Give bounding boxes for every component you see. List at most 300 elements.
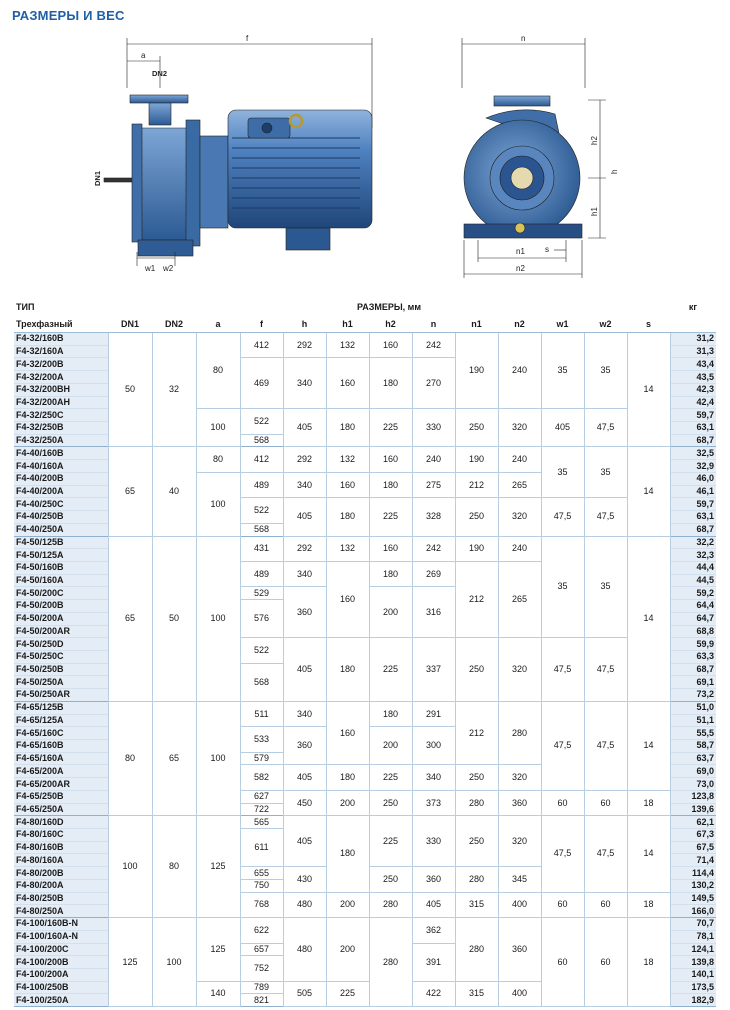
dimension-cell-w2: 47,5 (584, 498, 627, 536)
dimension-cell-f: 768 (240, 892, 283, 917)
weight-value: 63,3 (670, 650, 716, 663)
dimension-cell-n: 362 (412, 918, 455, 943)
dimension-cell-f: 752 (240, 956, 283, 981)
dimension-cell-n2: 280 (498, 701, 541, 765)
weight-value: 43,5 (670, 371, 716, 384)
dimension-cell-n: 391 (412, 943, 455, 981)
column-header-n: n (412, 315, 455, 333)
weight-value: 173,5 (670, 981, 716, 994)
weight-value: 59,9 (670, 638, 716, 651)
dimension-cell-n: 316 (412, 587, 455, 638)
label-s: s (545, 245, 549, 254)
dimension-cell-s: 14 (627, 701, 670, 790)
dimension-cell-h1: 200 (326, 918, 369, 982)
weight-value: 70,7 (670, 918, 716, 931)
dimension-cell-w2: 35 (584, 536, 627, 638)
dimension-cell-h: 360 (283, 727, 326, 765)
dimension-cell-w1: 47,5 (541, 816, 584, 892)
dimension-cell-n2: 240 (498, 447, 541, 472)
dimension-cell-w2: 35 (584, 333, 627, 409)
dimension-cell-w1: 35 (541, 333, 584, 409)
column-header-a: a (196, 315, 240, 333)
dimension-cell-dn1: 65 (108, 536, 152, 701)
dimension-cell-h1: 200 (326, 790, 369, 815)
weight-value: 166,0 (670, 905, 716, 918)
dimension-cell-n1: 190 (455, 536, 498, 561)
dimension-cell-n2: 320 (498, 409, 541, 447)
weight-value: 32,9 (670, 460, 716, 473)
weight-value: 124,1 (670, 943, 716, 956)
dimension-cell-h2: 225 (369, 409, 412, 447)
dimension-cell-dn1: 50 (108, 333, 152, 447)
dimension-cell-n: 340 (412, 765, 455, 790)
dimension-cell-n2: 265 (498, 561, 541, 637)
model-name: F4-100/250A (14, 994, 108, 1007)
dimension-cell-h1: 180 (326, 409, 369, 447)
dimension-cell-f: 529 (240, 587, 283, 600)
weight-value: 31,2 (670, 333, 716, 346)
dimension-cell-h: 292 (283, 447, 326, 472)
weight-value: 140,1 (670, 968, 716, 981)
dimension-cell-n1: 250 (455, 498, 498, 536)
dimension-cell-f: 582 (240, 765, 283, 790)
dimension-cell-h1: 160 (326, 561, 369, 637)
column-header-s: s (627, 315, 670, 333)
dimension-cell-f: 655 (240, 867, 283, 880)
column-header-kg (670, 315, 716, 333)
dimension-cell-n2: 360 (498, 918, 541, 982)
weight-value: 44,4 (670, 561, 716, 574)
column-header-f: f (240, 315, 283, 333)
dimension-cell-h: 480 (283, 892, 326, 917)
dimension-cell-h1: 225 (326, 981, 369, 1006)
weight-value: 68,7 (670, 663, 716, 676)
dimension-cell-w1: 35 (541, 447, 584, 498)
dimension-cell-n2: 320 (498, 638, 541, 702)
weight-value: 63,7 (670, 752, 716, 765)
dimension-cell-f: 611 (240, 829, 283, 867)
dimension-cell-f: 568 (240, 663, 283, 701)
dimension-cell-h2: 280 (369, 892, 412, 917)
dimension-cell-dn1: 125 (108, 918, 152, 1007)
dimension-cell-w2: 60 (584, 790, 627, 815)
dimension-cell-h1: 200 (326, 892, 369, 917)
dimension-cell-f: 522 (240, 638, 283, 663)
dimension-cell-a: 100 (196, 701, 240, 815)
weight-header: кг (670, 298, 716, 315)
pump-front-view (462, 38, 606, 278)
model-name: F4-32/160A (14, 345, 108, 358)
dimension-cell-h1: 160 (326, 472, 369, 497)
dimension-cell-n: 269 (412, 561, 455, 586)
dimension-cell-n1: 280 (455, 867, 498, 892)
model-name: F4-50/250B (14, 663, 108, 676)
model-name: F4-32/200A (14, 371, 108, 384)
model-name: F4-40/250C (14, 498, 108, 511)
dimension-cell-h2: 200 (369, 727, 412, 765)
dimension-cell-h1: 180 (326, 765, 369, 790)
model-name: F4-50/250C (14, 650, 108, 663)
weight-value: 73,2 (670, 689, 716, 702)
dimension-cell-h2: 225 (369, 638, 412, 702)
dimension-cell-n: 328 (412, 498, 455, 536)
model-name: F4-65/160B (14, 740, 108, 753)
dimension-cell-h: 405 (283, 765, 326, 790)
model-name: F4-100/160B-N (14, 918, 108, 931)
dimension-cell-n2: 320 (498, 498, 541, 536)
dimension-cell-n2: 360 (498, 790, 541, 815)
pump-side-view (104, 38, 372, 266)
dimension-cell-h2: 280 (369, 918, 412, 1007)
model-name: F4-80/200B (14, 867, 108, 880)
dimension-cell-f: 489 (240, 561, 283, 586)
model-name: F4-80/250B (14, 892, 108, 905)
dimension-cell-dn2: 65 (152, 701, 196, 815)
model-name: F4-40/160B (14, 447, 108, 460)
weight-value: 67,5 (670, 841, 716, 854)
dimension-cell-n: 242 (412, 536, 455, 561)
dimension-cell-dn2: 80 (152, 816, 196, 918)
dimension-cell-f: 568 (240, 523, 283, 536)
dimension-cell-w1: 60 (541, 790, 584, 815)
dimension-cell-w1: 35 (541, 536, 584, 638)
dimensions-table (14, 298, 716, 1007)
model-name: F4-65/200AR (14, 778, 108, 791)
dimension-cell-h: 405 (283, 409, 326, 447)
model-name: F4-80/160A (14, 854, 108, 867)
model-name: F4-50/250D (14, 638, 108, 651)
model-name: F4-40/250A (14, 523, 108, 536)
dimension-cell-h: 450 (283, 790, 326, 815)
weight-value: 31,3 (670, 345, 716, 358)
dimension-cell-s: 18 (627, 892, 670, 917)
dimensions-table-wrapper (14, 298, 716, 1007)
three-phase-header: Трехфазный (14, 315, 108, 333)
dimension-cell-a: 125 (196, 816, 240, 918)
label-f: f (246, 34, 249, 43)
table-row (14, 816, 716, 829)
dimension-cell-h: 505 (283, 981, 326, 1006)
weight-value: 44,5 (670, 574, 716, 587)
table-row (14, 447, 716, 460)
dimension-cell-h: 405 (283, 498, 326, 536)
model-name: F4-65/125A (14, 714, 108, 727)
dimension-cell-n: 300 (412, 727, 455, 765)
model-name: F4-50/125A (14, 549, 108, 562)
column-header-dn1: DN1 (108, 315, 152, 333)
dimension-cell-f: 627 (240, 790, 283, 803)
dimension-cell-f: 412 (240, 447, 283, 472)
model-name: F4-65/160C (14, 727, 108, 740)
model-name: F4-32/250A (14, 434, 108, 447)
dimension-cell-n1: 250 (455, 765, 498, 790)
dimensions-header: РАЗМЕРЫ, мм (108, 298, 670, 315)
dimension-cell-h2: 225 (369, 498, 412, 536)
weight-value: 51,0 (670, 701, 716, 714)
model-name: F4-100/160A-N (14, 930, 108, 943)
weight-value: 63,1 (670, 422, 716, 435)
dimension-cell-f: 622 (240, 918, 283, 943)
weight-value: 67,3 (670, 829, 716, 842)
model-name: F4-50/200B (14, 600, 108, 613)
dimension-cell-n: 330 (412, 816, 455, 867)
dimension-cell-n1: 250 (455, 409, 498, 447)
dimension-cell-h1: 180 (326, 816, 369, 892)
label-w2: w2 (163, 264, 174, 273)
dimension-cell-s: 18 (627, 790, 670, 815)
column-header-n1: n1 (455, 315, 498, 333)
table-row (14, 918, 716, 931)
dimension-cell-n2: 320 (498, 816, 541, 867)
weight-value: 114,4 (670, 867, 716, 880)
dimension-cell-a: 125 (196, 918, 240, 982)
dimension-cell-n1: 212 (455, 561, 498, 637)
dimension-cell-h2: 180 (369, 561, 412, 586)
model-name: F4-50/200C (14, 587, 108, 600)
dimension-cell-w1: 47,5 (541, 638, 584, 702)
dimension-cell-a: 80 (196, 333, 240, 409)
dimension-cell-h2: 160 (369, 536, 412, 561)
dimension-cell-h1: 160 (326, 701, 369, 765)
model-name: F4-50/125B (14, 536, 108, 549)
model-name: F4-80/250A (14, 905, 108, 918)
model-name: F4-40/200A (14, 485, 108, 498)
dimension-cell-h: 405 (283, 638, 326, 702)
dimension-cell-h2: 200 (369, 587, 412, 638)
model-name: F4-50/160A (14, 574, 108, 587)
dimension-cell-dn2: 40 (152, 447, 196, 536)
weight-value: 64,4 (670, 600, 716, 613)
weight-value: 46,0 (670, 472, 716, 485)
dimension-cell-h1: 132 (326, 447, 369, 472)
weight-value: 78,1 (670, 930, 716, 943)
dimension-cell-n: 275 (412, 472, 455, 497)
weight-value: 182,9 (670, 994, 716, 1007)
table-row (14, 701, 716, 714)
dimension-cell-h1: 132 (326, 333, 369, 358)
dimension-cell-n: 240 (412, 447, 455, 472)
weight-value: 42,4 (670, 396, 716, 409)
model-name: F4-50/200AR (14, 625, 108, 638)
dimension-cell-n1: 212 (455, 472, 498, 497)
dimension-cell-h2: 180 (369, 701, 412, 726)
dimension-cell-n2: 265 (498, 472, 541, 497)
label-n2: n2 (516, 264, 525, 273)
dimension-cell-h2: 225 (369, 765, 412, 790)
dimension-cell-n: 422 (412, 981, 455, 1006)
weight-value: 58,7 (670, 740, 716, 753)
model-name: F4-32/200BH (14, 383, 108, 396)
model-name: F4-50/250A (14, 676, 108, 689)
weight-value: 139,8 (670, 956, 716, 969)
model-name: F4-32/160B (14, 333, 108, 346)
weight-value: 68,7 (670, 434, 716, 447)
dimension-cell-w2: 47,5 (584, 816, 627, 892)
dimension-cell-a: 100 (196, 536, 240, 701)
dimension-cell-f: 579 (240, 752, 283, 765)
weight-value: 68,7 (670, 523, 716, 536)
weight-value: 59,7 (670, 409, 716, 422)
weight-value: 55,5 (670, 727, 716, 740)
model-name: F4-100/250B (14, 981, 108, 994)
dimension-cell-a: 100 (196, 409, 240, 447)
dimension-cell-n: 405 (412, 892, 455, 917)
dimension-cell-dn2: 100 (152, 918, 196, 1007)
dimension-cell-w1: 405 (541, 409, 584, 447)
dimension-cell-n2: 345 (498, 867, 541, 892)
model-name: F4-100/200B (14, 956, 108, 969)
dimension-cell-f: 431 (240, 536, 283, 561)
dimension-cell-h2: 160 (369, 333, 412, 358)
page-title: РАЗМЕРЫ И ВЕС (12, 8, 125, 23)
weight-value: 123,8 (670, 790, 716, 803)
model-name: F4-80/160C (14, 829, 108, 842)
dimension-cell-f: 565 (240, 816, 283, 829)
dimension-cell-f: 657 (240, 943, 283, 956)
table-row (14, 333, 716, 346)
weight-value: 71,4 (670, 854, 716, 867)
dimension-cell-dn1: 80 (108, 701, 152, 815)
weight-value: 32,2 (670, 536, 716, 549)
dimension-cell-n2: 240 (498, 536, 541, 561)
weight-value: 62,1 (670, 816, 716, 829)
dimension-cell-h: 292 (283, 536, 326, 561)
dimension-cell-h: 480 (283, 918, 326, 982)
model-name: F4-80/160B (14, 841, 108, 854)
dimension-cell-n: 360 (412, 867, 455, 892)
front-outlet-flange (494, 96, 550, 106)
dimension-cell-w1: 60 (541, 892, 584, 917)
model-name: F4-100/200C (14, 943, 108, 956)
dimension-cell-n2: 400 (498, 892, 541, 917)
dimension-cell-f: 821 (240, 994, 283, 1007)
dimension-cell-f: 522 (240, 409, 283, 434)
column-header-h1: h1 (326, 315, 369, 333)
dimension-cell-n1: 190 (455, 447, 498, 472)
column-header-w1: w1 (541, 315, 584, 333)
pump-foot (138, 240, 193, 256)
dimension-cell-a: 100 (196, 472, 240, 536)
dimension-cell-dn1: 65 (108, 447, 152, 536)
model-name: F4-50/200A (14, 612, 108, 625)
dimension-cell-h1: 132 (326, 536, 369, 561)
dimension-cell-w1: 47,5 (541, 701, 584, 790)
weight-value: 64,7 (670, 612, 716, 625)
dimension-cell-h2: 180 (369, 358, 412, 409)
dimension-cell-n2: 320 (498, 765, 541, 790)
dimension-cell-h: 340 (283, 701, 326, 726)
label-n: n (521, 34, 526, 43)
dimension-cell-w2: 47,5 (584, 409, 627, 447)
model-name: F4-65/200A (14, 765, 108, 778)
dimension-cell-f: 533 (240, 727, 283, 752)
weight-value: 130,2 (670, 879, 716, 892)
dimension-cell-h2: 160 (369, 447, 412, 472)
dimension-cell-n2: 240 (498, 333, 541, 409)
dimension-cell-n1: 280 (455, 918, 498, 982)
dimension-cell-n2: 400 (498, 981, 541, 1006)
weight-value: 59,2 (670, 587, 716, 600)
dimension-cell-w1: 47,5 (541, 498, 584, 536)
dimension-cell-n1: 250 (455, 816, 498, 867)
label-w1: w1 (145, 264, 156, 273)
dimension-cell-w1: 60 (541, 918, 584, 1007)
dimension-cell-s: 14 (627, 333, 670, 447)
label-h1: h1 (590, 207, 599, 216)
dimension-cell-h: 340 (283, 472, 326, 497)
dimension-cell-f: 568 (240, 434, 283, 447)
weight-value: 139,6 (670, 803, 716, 816)
dimension-cell-s: 14 (627, 447, 670, 536)
dimension-cell-n: 373 (412, 790, 455, 815)
model-name: F4-32/250B (14, 422, 108, 435)
weight-value: 46,1 (670, 485, 716, 498)
column-header-w2: w2 (584, 315, 627, 333)
model-name: F4-65/250B (14, 790, 108, 803)
dimension-cell-h: 340 (283, 561, 326, 586)
weight-value: 32,3 (670, 549, 716, 562)
dimension-cell-s: 18 (627, 918, 670, 1007)
pump-dimension-drawing (0, 28, 730, 290)
dimension-cell-h: 292 (283, 333, 326, 358)
model-name: F4-50/160B (14, 561, 108, 574)
dimension-cell-h2: 250 (369, 790, 412, 815)
dimension-cell-w2: 60 (584, 892, 627, 917)
dimension-cell-dn2: 32 (152, 333, 196, 447)
dimension-cell-n1: 212 (455, 701, 498, 765)
column-header-h: h (283, 315, 326, 333)
model-name: F4-40/160A (14, 460, 108, 473)
weight-value: 59,7 (670, 498, 716, 511)
dimension-cell-dn1: 100 (108, 816, 152, 918)
dimension-cell-f: 522 (240, 498, 283, 523)
model-name: F4-65/160A (14, 752, 108, 765)
dimension-cell-n1: 250 (455, 638, 498, 702)
dimension-cell-h2: 250 (369, 867, 412, 892)
dimension-cell-h2: 180 (369, 472, 412, 497)
model-name: F4-32/200AH (14, 396, 108, 409)
dimension-cell-h: 430 (283, 867, 326, 892)
dimension-cell-h1: 160 (326, 358, 369, 409)
weight-value: 43,4 (670, 358, 716, 371)
weight-value: 32,5 (670, 447, 716, 460)
motor-foot (286, 228, 330, 250)
label-a: a (141, 51, 146, 60)
label-dn1: DN1 (93, 170, 102, 186)
model-name: F4-40/250B (14, 511, 108, 524)
dimension-cell-a: 140 (196, 981, 240, 1006)
dimension-cell-f: 750 (240, 879, 283, 892)
weight-value: 51,1 (670, 714, 716, 727)
model-name: F4-40/200B (14, 472, 108, 485)
column-header-h2: h2 (369, 315, 412, 333)
dimension-cell-a: 80 (196, 447, 240, 472)
dimension-cell-n: 242 (412, 333, 455, 358)
weight-value: 73,0 (670, 778, 716, 791)
model-name: F4-80/160D (14, 816, 108, 829)
dimension-cell-n: 291 (412, 701, 455, 726)
dimension-cell-f: 412 (240, 333, 283, 358)
dimension-cell-h: 340 (283, 358, 326, 409)
model-name: F4-100/200A (14, 968, 108, 981)
weight-value: 69,1 (670, 676, 716, 689)
outlet-flange (130, 95, 188, 103)
weight-value: 69,0 (670, 765, 716, 778)
dimension-cell-w2: 47,5 (584, 638, 627, 702)
model-name: F4-32/250C (14, 409, 108, 422)
dimension-cell-n1: 315 (455, 981, 498, 1006)
dimension-cell-n1: 280 (455, 790, 498, 815)
